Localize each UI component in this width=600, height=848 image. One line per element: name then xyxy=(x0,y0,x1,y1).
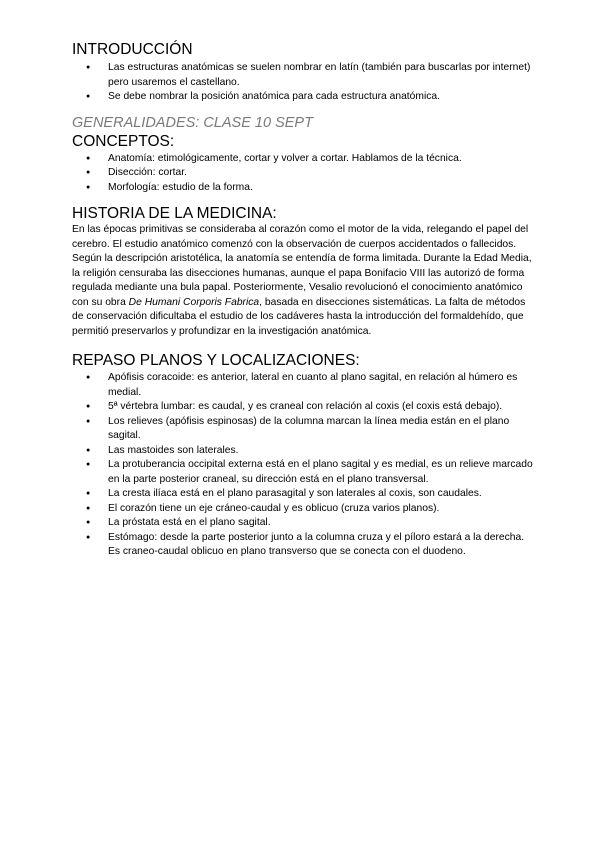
historia-paragraph-2 xyxy=(72,252,534,339)
intro-list xyxy=(72,61,534,105)
list-item: ● Apófisis coracoide: es anterior, lateral en cuanto al plano sagital, en relación al húmero es medial. xyxy=(72,371,534,400)
list-item: ● La cresta ilíaca está en el plano parasagital y son laterales al coxis, son caudales. xyxy=(72,487,534,502)
list-item: ● Morfología: estudio de la forma. xyxy=(72,181,534,196)
list-item: ● Estómago: desde la parte posterior junto a la columna cruza y el píloro estará a la derecha. Es craneo-caudal oblicuo en plano transverso que se conecta con el duodeno. xyxy=(72,531,534,560)
section-historia xyxy=(72,204,534,339)
list-item: ● Anatomía: etimológicamente, cortar y volver a cortar. Hablamos de la técnica. xyxy=(72,152,534,167)
book-title: De Humani Corporis Fabrica xyxy=(128,296,260,308)
conceptos-list xyxy=(72,152,534,196)
historia-text-after: , basada en disecciones sistemáticas. La falta de métodos de conservación dificultaba el estudio de los cadáveres hasta la introducción del formaldehído, que permitió preservarlos y profundizar en la investigación anatómica. xyxy=(72,296,526,337)
heading-introduccion: INTRODUCCIÓN xyxy=(72,41,193,58)
list-item: ● El corazón tiene un eje cráneo-caudal y es oblicuo (cruza varios planos). xyxy=(72,502,534,517)
list-item: ● 5ª vértebra lumbar: es caudal, y es craneal con relación al coxis (el coxis está debajo). xyxy=(72,400,534,415)
section-repaso xyxy=(72,351,534,560)
historia-paragraph-1: En las épocas primitivas se consideraba al corazón como el motor de la vida, relegando el papel del cerebro. El estudio anatómico comenzó con la observación de cuerpos accidentados o fallecidos. xyxy=(72,224,529,250)
document-page xyxy=(72,40,534,560)
historia-body xyxy=(72,223,534,339)
list-item: ● La protuberancia occipital externa está en el plano sagital y es medial, es un relieve marcado en la parte posterior craneal, su dirección está en el plano transversal. xyxy=(72,458,534,487)
heading-generalidades: GENERALIDADES: CLASE 10 SEPT xyxy=(72,114,313,131)
heading-historia: HISTORIA DE LA MEDICINA: xyxy=(72,205,277,222)
list-item: ● La próstata está en el plano sagital. xyxy=(72,516,534,531)
list-item: ● Se debe nombrar la posición anatómica para cada estructura anatómica. xyxy=(72,90,534,105)
section-generalidades xyxy=(72,114,534,196)
list-item: ● Disección: cortar. xyxy=(72,166,534,181)
list-item: ● Las mastoides son laterales. xyxy=(72,444,534,459)
list-item: ● Los relieves (apófisis espinosas) de la columna marcan la línea media están en el plano sagital. xyxy=(72,415,534,444)
list-item: ● Las estructuras anatómicas se suelen nombrar en latín (también para buscarlas por internet) pero usaremos el castellano. xyxy=(72,61,534,90)
heading-repaso: REPASO PLANOS Y LOCALIZACIONES: xyxy=(72,352,360,369)
heading-conceptos: CONCEPTOS: xyxy=(72,132,175,150)
historia-text-before: Según la descripción aristotélica, la anatomía se entendía de forma limitada. Durante la Edad Media, la religión censuraba las disecciones humanas, aunque el papa Bonifacio VIII las autorizó de forma regulada mediante una bula papal. Posteriormente, Vesalio revolucionó el conocimiento anatómico con su obra xyxy=(72,253,532,308)
repaso-list xyxy=(72,371,534,560)
section-introduccion xyxy=(72,40,534,105)
